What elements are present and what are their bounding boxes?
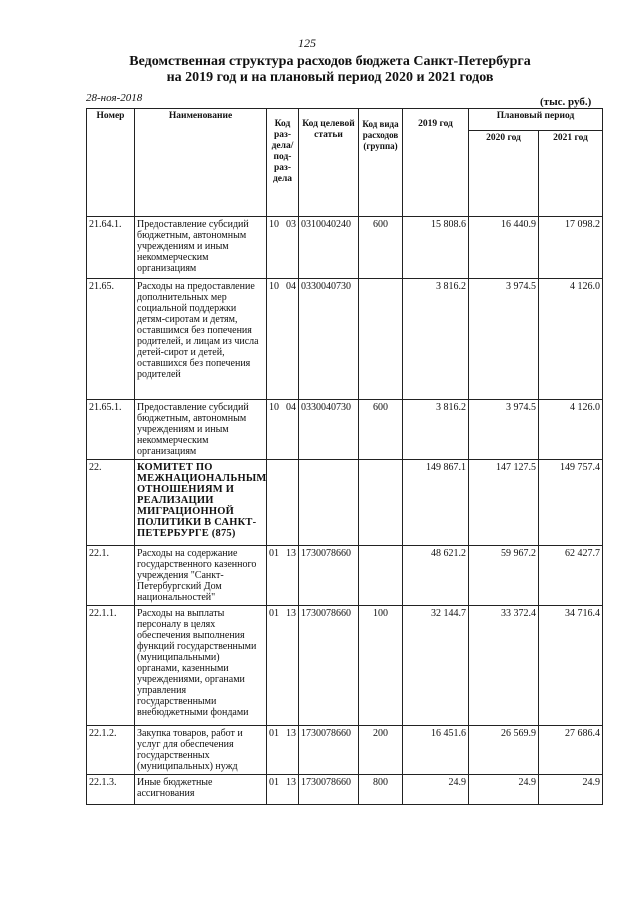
row-razdel [267,606,299,726]
row-amount-2019 [403,400,469,460]
header-plan-period: Плановый период [469,109,603,131]
header-razdel: Код раз- дела/ под- раз- дела [267,109,299,217]
row-number [87,279,135,400]
row-amount-2020-text: 26 569.9 [501,728,536,739]
row-amount-2021-text: 149 757.4 [560,462,600,473]
row-target-code [299,606,359,726]
title-line-1: Ведомственная структура расходов бюджета Санкт-Петербурга [129,54,531,69]
row-number [87,546,135,606]
row-amount-2021-text: 62 427.7 [565,548,600,559]
row-amount-2020 [469,400,539,460]
row-target-code [299,460,359,546]
row-amount-2020-text: 16 440.9 [501,219,536,230]
row-amount-2021 [539,775,603,805]
row-number-text: 21.64.1. [89,219,122,230]
row-amount-2021 [539,400,603,460]
row-razdel [267,775,299,805]
row-podrazdel-code: 13 [286,728,296,739]
title-line-2: на 2019 год и на плановый период 2020 и 2021 годов [166,70,494,85]
row-name [135,726,267,775]
row-amount-2021 [539,546,603,606]
row-vid-code [359,400,403,460]
row-podrazdel-code: 13 [286,608,296,619]
row-amount-2021-text: 27 686.4 [565,728,600,739]
row-vid-code-text: 600 [373,219,388,230]
header-2020: 2020 год [469,131,539,217]
row-name [135,217,267,279]
row-target-code [299,775,359,805]
row-amount-2020 [469,546,539,606]
row-amount-2020-text: 147 127.5 [496,462,536,473]
row-vid-code [359,279,403,400]
table-row [87,217,603,279]
row-amount-2021 [539,217,603,279]
row-number-text: 21.65. [89,281,114,292]
row-vid-code [359,217,403,279]
row-target-code-text: 1730078660 [301,608,351,619]
page-number: 125 [298,36,316,50]
row-number-text: 21.65.1. [89,402,122,413]
row-target-code-text: 0310040240 [301,219,351,230]
row-target-code [299,726,359,775]
row-podrazdel-code: 13 [286,548,296,559]
row-number [87,460,135,546]
row-amount-2020 [469,279,539,400]
table-row [87,460,603,546]
row-amount-2021 [539,279,603,400]
row-razdel-code: 10 [269,219,279,230]
row-amount-2019 [403,546,469,606]
row-name-text: Закупка товаров, работ и услуг для обеспечения государственных (муниципальных) нужд [137,728,243,772]
row-razdel [267,217,299,279]
row-name [135,279,267,400]
row-amount-2019-text: 149 867.1 [426,462,466,473]
row-amount-2021-text: 34 716.4 [565,608,600,619]
row-razdel [267,546,299,606]
row-amount-2019 [403,606,469,726]
row-razdel-code: 10 [269,281,279,292]
row-razdel [267,279,299,400]
row-vid-code [359,460,403,546]
row-number [87,606,135,726]
row-target-code [299,279,359,400]
row-amount-2019-text: 48 621.2 [431,548,466,559]
row-razdel-code: 10 [269,402,279,413]
row-name [135,460,267,546]
row-amount-2021 [539,606,603,726]
row-name [135,400,267,460]
row-amount-2020-text: 24.9 [518,777,536,788]
row-amount-2019-text: 3 816.2 [436,281,466,292]
header-number: Номер [87,109,135,217]
units-label: (тыс. руб.) [540,96,592,108]
row-name-text: КОМИТЕТ ПО МЕЖНАЦИОНАЛЬНЫМ ОТНОШЕНИЯМ И РЕАЛИЗАЦИИ МИГРАЦИОННОЙ ПОЛИТИКИ В САНКТ-ПЕТЕРБУРГЕ (875) [137,462,267,539]
table-row [87,775,603,805]
table-row [87,546,603,606]
row-amount-2019 [403,726,469,775]
row-amount-2021 [539,460,603,546]
row-podrazdel-code: 03 [286,219,296,230]
row-target-code [299,217,359,279]
header-name: Наименование [135,109,267,217]
row-number [87,775,135,805]
row-target-code-text: 1730078660 [301,777,351,788]
table-row [87,400,603,460]
row-amount-2021-text: 24.9 [582,777,600,788]
row-vid-code [359,775,403,805]
row-amount-2020 [469,726,539,775]
row-amount-2019-text: 15 808.6 [431,219,466,230]
header-vid: Код вида расходов (группа) [359,109,403,217]
header-2019: 2019 год [403,109,469,217]
header-2021: 2021 год [539,131,603,217]
row-target-code-text: 0330040730 [301,281,351,292]
row-razdel-code: 01 [269,608,279,619]
row-name-text: Расходы на содержание государственного казенного учреждения "Санкт-Петербургский Дом национальностей" [137,548,257,603]
row-number-text: 22.1.2. [89,728,117,739]
row-target-code-text: 1730078660 [301,548,351,559]
row-amount-2020 [469,217,539,279]
row-target-code-text: 0330040730 [301,402,351,413]
row-number-text: 22.1. [89,548,109,559]
row-razdel [267,726,299,775]
row-target-code [299,546,359,606]
row-amount-2020 [469,775,539,805]
table-row [87,606,603,726]
row-vid-code [359,606,403,726]
row-amount-2020 [469,606,539,726]
row-razdel [267,460,299,546]
row-amount-2019 [403,460,469,546]
row-razdel-code: 01 [269,728,279,739]
row-vid-code-text: 800 [373,777,388,788]
row-amount-2019-text: 24.9 [448,777,466,788]
table-row [87,279,603,400]
row-amount-2021 [539,726,603,775]
document-date: 28-ноя-2018 [86,92,143,104]
row-number [87,400,135,460]
row-name-text: Расходы на предоставление дополнительных мер социальной поддержки детям-сиротам и детям, оставшимся без попечения родителей, и лицам из числа детей-сирот и детей, оставшихся без попечения родителей [137,281,259,380]
row-number-text: 22.1.3. [89,777,117,788]
row-name-text: Иные бюджетные ассигнования [137,777,213,799]
row-vid-code-text: 200 [373,728,388,739]
row-amount-2021-text: 4 126.0 [570,402,600,413]
row-podrazdel-code: 13 [286,777,296,788]
row-podrazdel-code: 04 [286,402,296,413]
table-row [87,726,603,775]
row-vid-code-text: 100 [373,608,388,619]
row-razdel-code: 01 [269,548,279,559]
row-amount-2019-text: 32 144.7 [431,608,466,619]
row-name [135,606,267,726]
row-amount-2019-text: 16 451.6 [431,728,466,739]
row-amount-2021-text: 4 126.0 [570,281,600,292]
row-number-text: 22. [89,462,102,473]
row-number-text: 22.1.1. [89,608,117,619]
row-razdel [267,400,299,460]
row-amount-2020-text: 3 974.5 [506,402,536,413]
row-amount-2020-text: 59 967.2 [501,548,536,559]
row-name-text: Предоставление субсидий бюджетным, автономным учреждениям и иным некоммерческим организациям [137,402,249,457]
row-target-code-text: 1730078660 [301,728,351,739]
row-vid-code [359,726,403,775]
budget-table-body [87,217,603,805]
row-vid-code [359,546,403,606]
row-amount-2019-text: 3 816.2 [436,402,466,413]
header-target: Код целевой статьи [299,109,359,217]
row-target-code [299,400,359,460]
row-name-text: Предоставление субсидий бюджетным, автономным учреждениям и иным некоммерческим организациям [137,219,249,274]
row-number [87,217,135,279]
row-name [135,775,267,805]
row-amount-2021-text: 17 098.2 [565,219,600,230]
row-amount-2019 [403,775,469,805]
row-amount-2020-text: 33 372.4 [501,608,536,619]
row-podrazdel-code: 04 [286,281,296,292]
page-title [0,54,640,86]
row-amount-2020 [469,460,539,546]
row-amount-2019 [403,279,469,400]
row-vid-code-text: 600 [373,402,388,413]
row-amount-2019 [403,217,469,279]
row-number [87,726,135,775]
row-amount-2020-text: 3 974.5 [506,281,536,292]
row-name [135,546,267,606]
row-razdel-code: 01 [269,777,279,788]
budget-table [86,108,603,805]
row-name-text: Расходы на выплаты персоналу в целях обеспечения выполнения функций государственными (муниципальными) органами, казенными учреждениями, органами управления государственными внебюджетными фондами [137,608,257,718]
